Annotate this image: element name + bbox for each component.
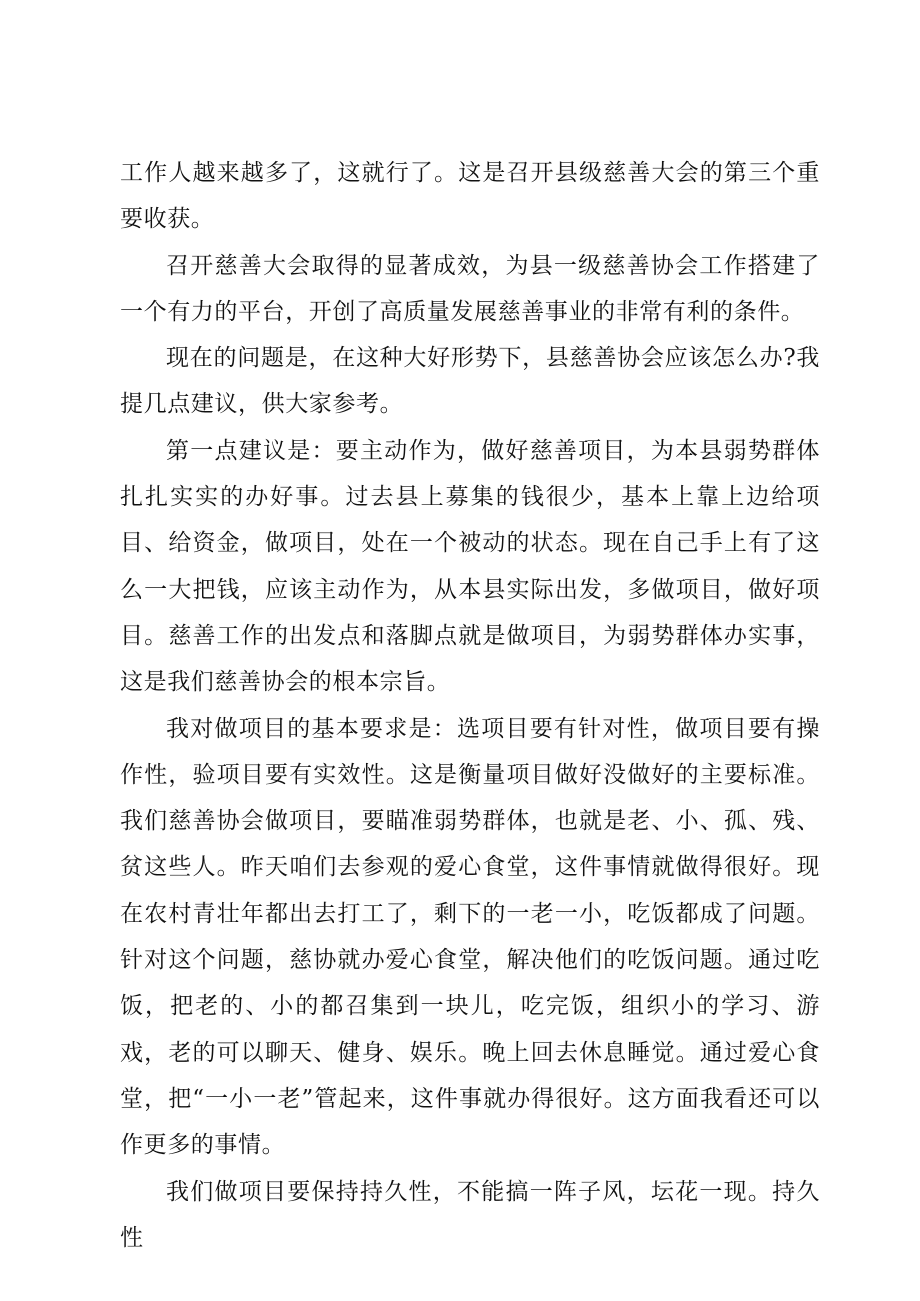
paragraph-current-question: 现在的问题是，在这种大好形势下，县慈善协会应该怎么办?我提几点建议，供大家参考。 [120,345,820,418]
document-page [120,150,820,1261]
paragraph-project-requirements: 我对做项目的基本要求是：选项目要有针对性，做项目要有操作性，验项目要有实效性。这是衡量项目做好没做好的主要标准。我们慈善协会做项目，要瞄准弱势群体，也就是老、小、孤、残、贫这些人。昨天咱们去参观的爱心食堂，这件事情就做得很好。现在农村青壮年都出去打工了，剩下的一老一小，吃饭都成了问题。针对这个问题，慈协就办爱心食堂，解决他们的吃饭问题。通过吃饭，把老的、小的都召集到一块儿，吃完饭，组织小的学习、游戏，老的可以聊天、健身、娱乐。晚上回去休息睡觉。通过爱心食堂，把“一小一老”管起来，这件事就办得很好。这方面我看还可以作更多的事情。 [120,715,820,1159]
paragraph-first-suggestion: 第一点建议是：要主动作为，做好慈善项目，为本县弱势群体扎扎实实的办好事。过去县上募集的钱很少，基本上靠上边给项目、给资金，做项目，处在一个被动的状态。现在自己手上有了这么一大把钱，应该主动作为，从本县实际出发，多做项目，做好项目。慈善工作的出发点和落脚点就是做项目，为弱势群体办实事，这是我们慈善协会的根本宗旨。 [120,437,820,696]
paragraph-project-persistence: 我们做项目要保持持久性，不能搞一阵子风，坛花一现。持久性 [120,1178,820,1251]
paragraph-conference-results: 召开慈善大会取得的显著成效，为县一级慈善协会工作搭建了一个有力的平台，开创了高质量发展慈善事业的非常有利的条件。 [120,252,820,325]
paragraph-continued: 工作人越来越多了，这就行了。这是召开县级慈善大会的第三个重要收获。 [120,160,820,233]
